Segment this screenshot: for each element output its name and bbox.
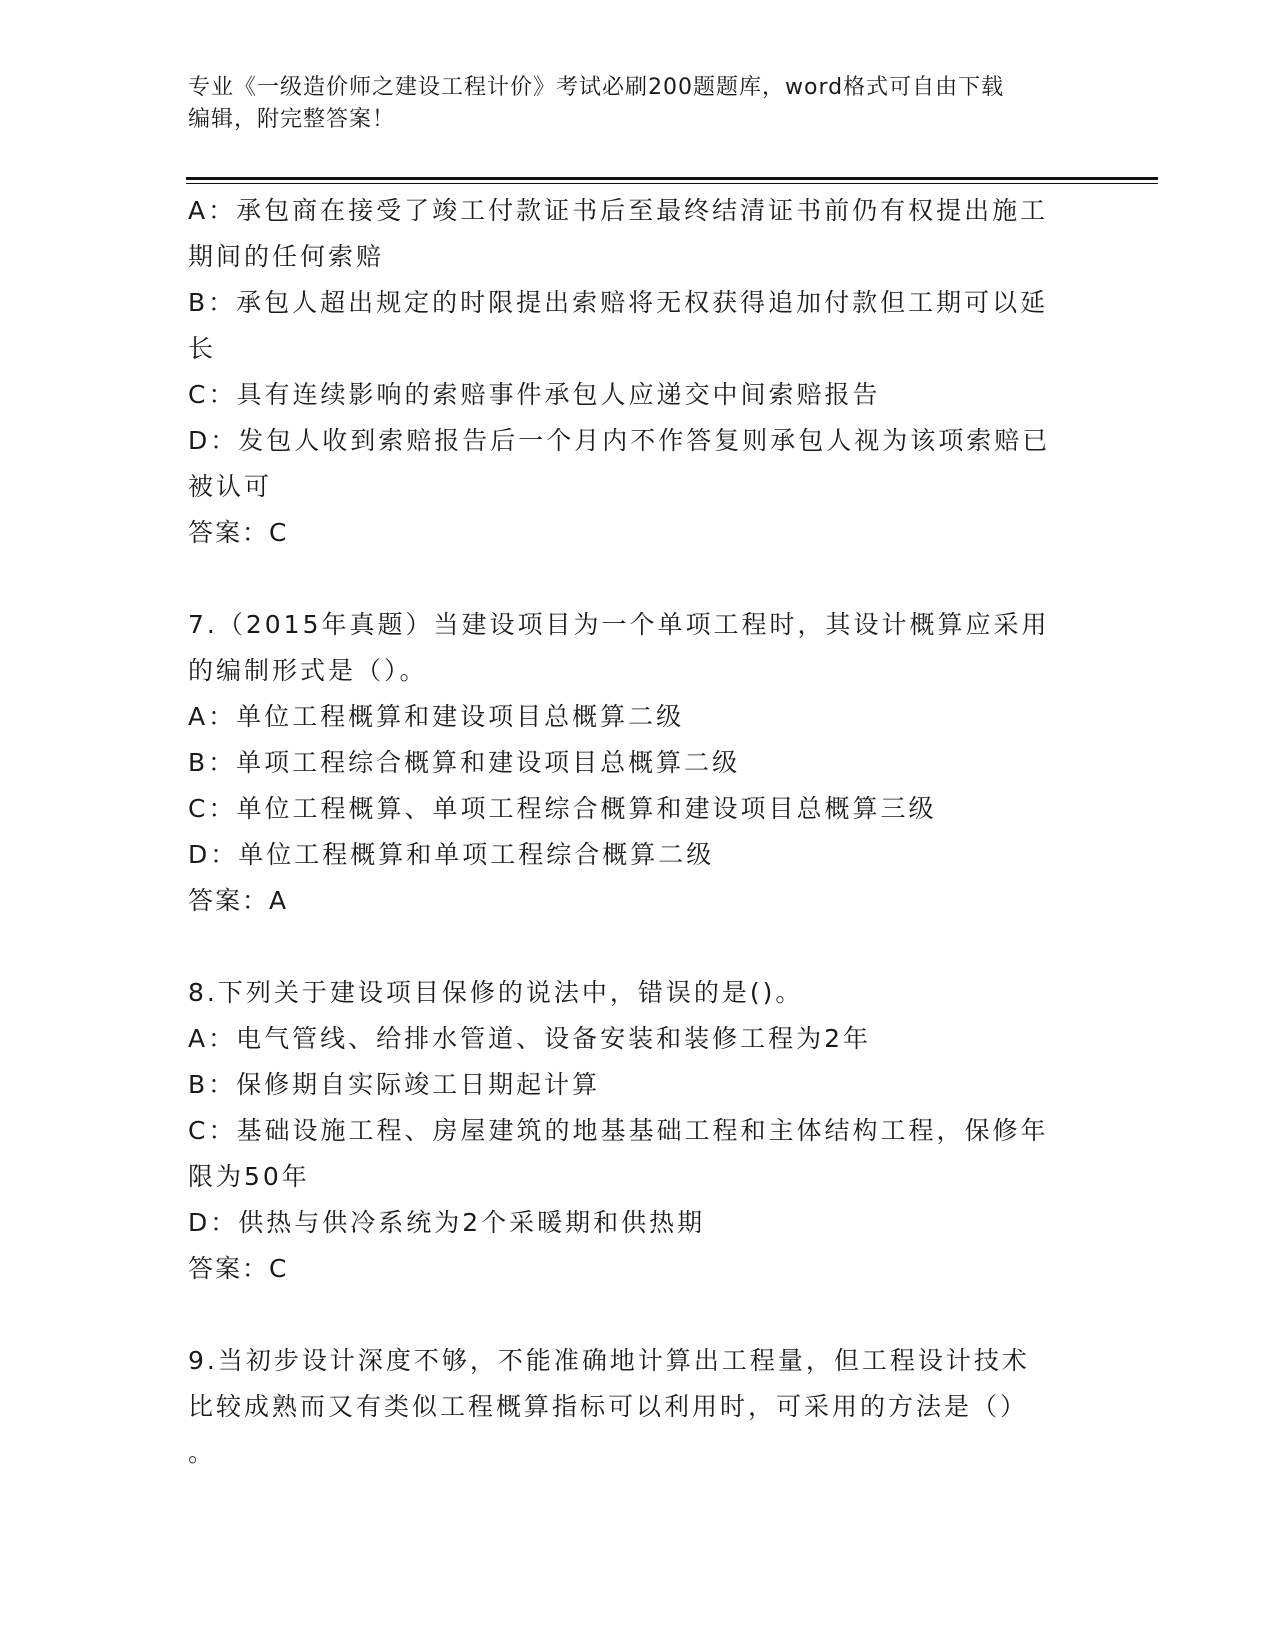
option-b-line-2: 长 — [188, 334, 217, 363]
question-content — [188, 188, 1068, 1476]
answer-q6: 答案：C — [188, 518, 289, 547]
option-a-line-2: 期间的任何索赔 — [188, 242, 385, 271]
option-d-line-2: 被认可 — [188, 472, 273, 501]
option-c-line-2: 限为50年 — [188, 1162, 310, 1191]
question-8 — [188, 970, 1068, 1292]
option-c: C：具有连续影响的索赔事件承包人应递交中间索赔报告 — [188, 380, 881, 409]
header-divider-thin — [186, 183, 1158, 184]
question-6-options — [188, 188, 1068, 556]
option-d-line-1: D：发包人收到索赔报告后一个月内不作答复则承包人视为该项索赔已 — [188, 426, 1051, 455]
option-a-line-1: A：承包商在接受了竣工付款证书后至最终结清证书前仍有权提出施工 — [188, 196, 1049, 225]
option-c-line-1: C：基础设施工程、房屋建筑的地基基础工程和主体结构工程，保修年 — [188, 1116, 1049, 1145]
spacer — [188, 924, 1068, 970]
option-d: D：供热与供冷系统为2个采暖期和供热期 — [188, 1208, 706, 1237]
question-7-text-line-1: 7.（2015年真题）当建设项目为一个单项工程时，其设计概算应采用 — [188, 610, 1050, 639]
option-d: D：单位工程概算和单项工程综合概算二级 — [188, 840, 715, 869]
answer-q7: 答案：A — [188, 886, 289, 915]
spacer — [188, 556, 1068, 602]
question-9-text-line-1: 9.当初步设计深度不够，不能准确地计算出工程量，但工程设计技术 — [188, 1346, 1030, 1375]
question-9-text-line-2: 比较成熟而又有类似工程概算指标可以利用时，可采用的方法是（） — [188, 1392, 1029, 1421]
question-9-text-line-3: 。 — [188, 1438, 217, 1467]
page-header — [188, 72, 1068, 136]
answer-q8: 答案：C — [188, 1254, 289, 1283]
option-c: C：单位工程概算、单项工程综合概算和建设项目总概算三级 — [188, 794, 937, 823]
header-divider-thick — [186, 177, 1158, 180]
option-b: B：单项工程综合概算和建设项目总概算二级 — [188, 748, 741, 777]
header-line-1: 专业《一级造价师之建设工程计价》考试必刷200题题库，word格式可自由下载 — [188, 75, 1005, 100]
spacer — [188, 1292, 1068, 1338]
question-7 — [188, 602, 1068, 924]
header-line-2: 编辑，附完整答案！ — [188, 107, 396, 132]
question-7-text-line-2: 的编制形式是（）。 — [188, 656, 428, 685]
option-b-line-1: B：承包人超出规定的时限提出索赔将无权获得追加付款但工期可以延 — [188, 288, 1049, 317]
question-8-text: 8.下列关于建设项目保修的说法中，错误的是()。 — [188, 978, 804, 1007]
option-b: B：保修期自实际竣工日期起计算 — [188, 1070, 601, 1099]
option-a: A：单位工程概算和建设项目总概算二级 — [188, 702, 685, 731]
question-9 — [188, 1338, 1068, 1476]
option-a: A：电气管线、给排水管道、设备安装和装修工程为2年 — [188, 1024, 872, 1053]
